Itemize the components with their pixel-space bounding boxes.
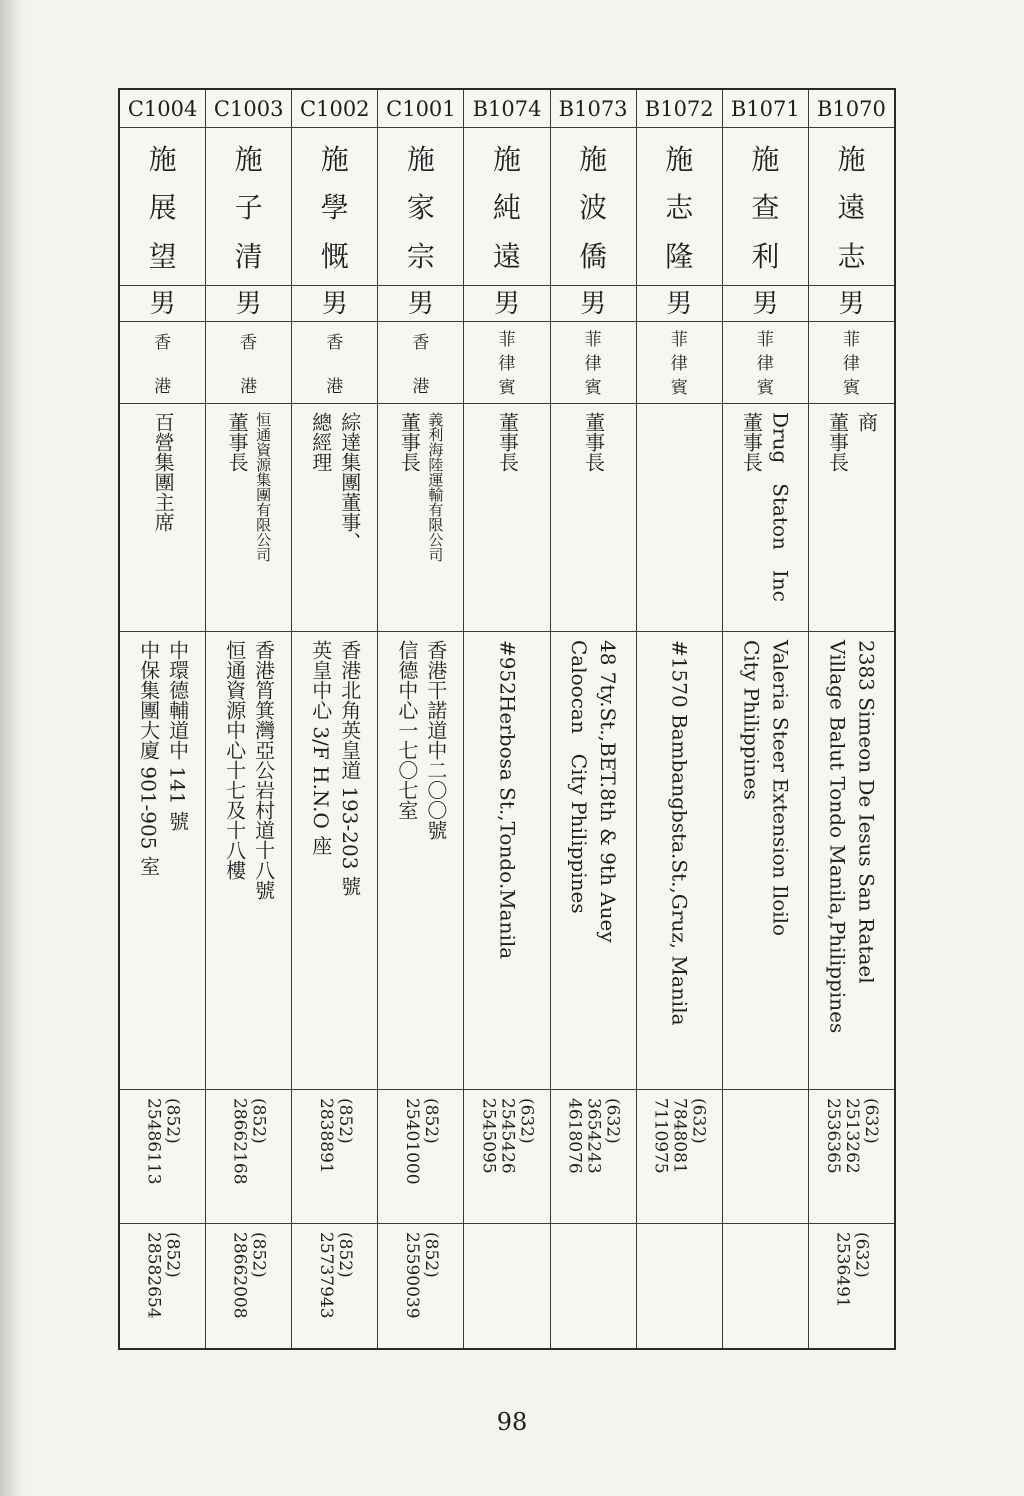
country-cell: [378, 322, 463, 404]
country-char: 賓: [498, 378, 516, 398]
address-cell: [464, 632, 549, 1090]
country-cell: [809, 322, 894, 404]
title-cell: [637, 404, 722, 632]
address-line: City Philippines: [739, 640, 764, 800]
telephone-lines: [378, 1090, 463, 1223]
name-cell: [637, 128, 722, 286]
name-char: 展: [148, 191, 177, 225]
title-lines: [551, 404, 636, 631]
title-cell: [464, 404, 549, 632]
telephone-lines: [723, 1090, 808, 1223]
country-cell: [292, 322, 377, 404]
name-char: 施: [320, 143, 349, 177]
telephone-cell: [464, 1090, 549, 1224]
country-cell: [551, 322, 636, 404]
address-lines: [206, 632, 291, 1089]
country-char: 港: [154, 377, 172, 397]
address-line: 中環德輔道中 141 號: [165, 640, 190, 831]
address-cell: [292, 632, 377, 1090]
country-char: 賓: [670, 378, 688, 398]
country-char: 香: [326, 333, 344, 353]
name-char: 施: [148, 143, 177, 177]
title-lines: [809, 404, 894, 631]
address-line: 恒通資源中心十七及十八樓: [222, 640, 247, 880]
country-char: 香: [412, 333, 430, 353]
telephone-line: 2536365: [822, 1098, 843, 1174]
fax-line: (852): [420, 1232, 441, 1278]
record-column: [463, 90, 549, 1348]
telephone-line: (852): [162, 1098, 183, 1144]
fax-cell: [723, 1224, 808, 1348]
telephone-line: 2513262: [841, 1098, 862, 1174]
name-char: 隆: [665, 239, 694, 273]
telephone-cell: [378, 1090, 463, 1224]
address-line: Village Balut Tondo Manila,Philippines: [825, 640, 850, 1034]
address-line: 英皇中心 3/F H.N.O 座: [308, 640, 333, 856]
name-char: 施: [579, 143, 608, 177]
title-lines: [723, 404, 808, 631]
telephone-lines: [292, 1090, 377, 1223]
country-char: 港: [326, 377, 344, 397]
address-line: 信德中心一七〇七室: [394, 640, 419, 820]
address-line: #952Herbosa St.,Tondo.Manila: [495, 640, 520, 960]
fax-lines: [120, 1224, 205, 1348]
fax-line: 2536491: [832, 1232, 853, 1308]
record-column: [550, 90, 636, 1348]
fax-lines: [723, 1224, 808, 1348]
sex-cell: 男: [809, 286, 894, 322]
address-lines: [637, 632, 722, 1089]
address-cell: [120, 632, 205, 1090]
country-char: 律: [584, 354, 602, 374]
title-lines: [120, 404, 205, 631]
record-id: B1072: [637, 90, 722, 128]
name-cell: [551, 128, 636, 286]
title-lines: [292, 404, 377, 631]
fax-cell: [206, 1224, 291, 1348]
fax-cell: [809, 1224, 894, 1348]
address-line: #1570 Bambangbsta.St.,Gruz, Manila: [667, 640, 692, 1026]
fax-line: (852): [334, 1232, 355, 1278]
title-cell: [723, 404, 808, 632]
name-cell: [809, 128, 894, 286]
telephone-lines: [551, 1090, 636, 1223]
country-char: 菲: [498, 330, 516, 350]
country-cell: [464, 322, 549, 404]
country-char: 香: [154, 333, 172, 353]
sex-cell: 男: [637, 286, 722, 322]
address-cell: [637, 632, 722, 1090]
telephone-line: (632): [516, 1098, 537, 1144]
telephone-lines: [809, 1090, 894, 1223]
name-char: 學: [320, 191, 349, 225]
record-id: C1004: [120, 90, 205, 128]
fax-line: 28662008: [229, 1232, 250, 1319]
name-char: 志: [837, 239, 866, 273]
fax-lines: [551, 1224, 636, 1348]
telephone-cell: [637, 1090, 722, 1224]
name-cell: [206, 128, 291, 286]
telephone-line: (632): [860, 1098, 881, 1144]
name-char: 施: [406, 143, 435, 177]
sex-cell: 男: [723, 286, 808, 322]
name-char: 施: [493, 143, 522, 177]
country-cell: [723, 322, 808, 404]
record-id: B1070: [809, 90, 894, 128]
sex-cell: 男: [206, 286, 291, 322]
name-char: 子: [234, 191, 263, 225]
record-column: [120, 90, 205, 1348]
record-column: [205, 90, 291, 1348]
title-lines: [378, 404, 463, 631]
address-cell: [206, 632, 291, 1090]
telephone-line: (632): [688, 1098, 709, 1144]
title-cell: [120, 404, 205, 632]
telephone-cell: [206, 1090, 291, 1224]
address-line: 香港筲箕灣亞公岩村道十八號: [251, 640, 276, 900]
fax-lines: [637, 1224, 722, 1348]
record-column: [377, 90, 463, 1348]
record-column: [722, 90, 808, 1348]
fax-line: (852): [162, 1232, 183, 1278]
fax-lines: [809, 1224, 894, 1348]
name-char: 家: [406, 191, 435, 225]
country-char: 菲: [842, 330, 860, 350]
title-line: Drug Staton Inc: [768, 412, 793, 602]
title-line: 董事長: [225, 412, 250, 472]
page-number: 98: [496, 1408, 528, 1436]
title-line: 百營集團主席: [151, 412, 176, 532]
name-char: 遠: [493, 239, 522, 273]
fax-lines: [378, 1224, 463, 1348]
country-char: 律: [670, 354, 688, 374]
telephone-cell: [120, 1090, 205, 1224]
name-char: 宗: [406, 239, 435, 273]
telephone-cell: [723, 1090, 808, 1224]
country-char: 菲: [756, 330, 774, 350]
title-line: 義利海陸運輸有限公司: [426, 412, 445, 562]
telephone-line: (632): [602, 1098, 623, 1144]
address-lines: [292, 632, 377, 1089]
name-char: 施: [837, 143, 866, 177]
sex-cell: 男: [292, 286, 377, 322]
fax-cell: [464, 1224, 549, 1348]
telephone-line: 25486113: [143, 1098, 164, 1185]
fax-cell: [637, 1224, 722, 1348]
telephone-cell: [292, 1090, 377, 1224]
name-char: 慨: [320, 239, 349, 273]
address-line: 香港干諾道中二〇〇號: [423, 640, 448, 840]
address-lines: [120, 632, 205, 1089]
name-cell: [292, 128, 377, 286]
address-line: 香港北角英皇道 193-203 號: [337, 640, 362, 896]
telephone-cell: [809, 1090, 894, 1224]
name-char: 純: [493, 191, 522, 225]
country-cell: [637, 322, 722, 404]
address-cell: [809, 632, 894, 1090]
telephone-line: 25401000: [401, 1098, 422, 1185]
address-lines: [809, 632, 894, 1089]
title-line: 董事長: [495, 412, 520, 472]
record-id: C1002: [292, 90, 377, 128]
title-cell: [551, 404, 636, 632]
title-lines: [206, 404, 291, 631]
country-char: 菲: [584, 330, 602, 350]
address-line: 中保集團大廈 901-905 室: [136, 640, 161, 876]
name-char: 清: [234, 239, 263, 273]
fax-cell: [551, 1224, 636, 1348]
telephone-line: 7110975: [650, 1098, 671, 1174]
telephone-line: (852): [248, 1098, 269, 1144]
title-lines: [637, 404, 722, 631]
name-cell: [378, 128, 463, 286]
telephone-lines: [206, 1090, 291, 1223]
country-cell: [120, 322, 205, 404]
sex-cell: 男: [464, 286, 549, 322]
title-line: 總經理: [308, 412, 333, 472]
sex-cell: 男: [378, 286, 463, 322]
record-id: B1071: [723, 90, 808, 128]
telephone-line: (852): [334, 1098, 355, 1144]
country-char: 香: [240, 333, 258, 353]
address-cell: [551, 632, 636, 1090]
country-char: 賓: [584, 378, 602, 398]
record-column: [808, 90, 894, 1348]
fax-cell: [120, 1224, 205, 1348]
fax-cell: [292, 1224, 377, 1348]
telephone-line: 4618076: [564, 1098, 585, 1174]
fax-cell: [378, 1224, 463, 1348]
title-cell: [809, 404, 894, 632]
fax-line: 28582654: [143, 1232, 164, 1319]
name-char: 施: [751, 143, 780, 177]
telephone-line: 28662168: [229, 1098, 250, 1185]
record-id: B1073: [551, 90, 636, 128]
title-cell: [378, 404, 463, 632]
telephone-line: 7848081: [669, 1098, 690, 1174]
record-column: [291, 90, 377, 1348]
title-line: 董事長: [739, 412, 764, 472]
country-char: 賓: [756, 378, 774, 398]
record-column: [636, 90, 722, 1348]
telephone-line: 3654243: [583, 1098, 604, 1174]
country-char: 賓: [842, 378, 860, 398]
fax-line: (632): [851, 1232, 872, 1278]
page-shadow: [0, 0, 26, 1496]
address-line: 48 7ty.St.,BET.8th & 9th Auey: [596, 640, 621, 943]
telephone-lines: [464, 1090, 549, 1223]
title-line: 商: [854, 412, 879, 432]
title-lines: [464, 404, 549, 631]
name-char: 施: [234, 143, 263, 177]
directory-table: [118, 88, 896, 1350]
fax-lines: [292, 1224, 377, 1348]
telephone-lines: [120, 1090, 205, 1223]
record-id: C1003: [206, 90, 291, 128]
telephone-line: 2545095: [478, 1098, 499, 1174]
country-char: 港: [240, 377, 258, 397]
title-line: 董事長: [581, 412, 606, 472]
country-char: 律: [756, 354, 774, 374]
title-line: 董事長: [825, 412, 850, 472]
fax-line: 25737943: [315, 1232, 336, 1319]
sex-cell: 男: [120, 286, 205, 322]
country-cell: [206, 322, 291, 404]
country-char: 律: [842, 354, 860, 374]
title-line: 綜達集團董事、: [337, 412, 362, 552]
country-char: 菲: [670, 330, 688, 350]
telephone-line: 2838891: [315, 1098, 336, 1174]
country-char: 律: [498, 354, 516, 374]
name-char: 遠: [837, 191, 866, 225]
fax-line: (852): [248, 1232, 269, 1278]
address-line: Valeria Steer Extension Iloilo: [768, 640, 793, 937]
address-cell: [378, 632, 463, 1090]
title-line: 董事長: [397, 412, 422, 472]
telephone-cell: [551, 1090, 636, 1224]
address-lines: [378, 632, 463, 1089]
fax-lines: [464, 1224, 549, 1348]
name-cell: [464, 128, 549, 286]
sex-cell: 男: [551, 286, 636, 322]
address-lines: [464, 632, 549, 1089]
address-lines: [723, 632, 808, 1089]
address-cell: [723, 632, 808, 1090]
name-char: 僑: [579, 239, 608, 273]
fax-lines: [206, 1224, 291, 1348]
address-lines: [551, 632, 636, 1089]
name-cell: [723, 128, 808, 286]
address-line: Caloocan City Philippines: [567, 640, 592, 914]
name-char: 查: [751, 191, 780, 225]
telephone-line: 2545426: [497, 1098, 518, 1174]
name-char: 志: [665, 191, 694, 225]
title-cell: [292, 404, 377, 632]
name-char: 波: [579, 191, 608, 225]
country-char: 港: [412, 377, 430, 397]
telephone-lines: [637, 1090, 722, 1223]
fax-line: 25590039: [401, 1232, 422, 1319]
record-id: B1074: [464, 90, 549, 128]
name-char: 望: [148, 239, 177, 273]
record-id: C1001: [378, 90, 463, 128]
name-char: 利: [751, 239, 780, 273]
telephone-line: (852): [420, 1098, 441, 1144]
name-cell: [120, 128, 205, 286]
name-char: 施: [665, 143, 694, 177]
address-line: 2383 Simeon De Iesus San Ratael: [854, 640, 879, 984]
title-cell: [206, 404, 291, 632]
title-line: 恒通資源集團有限公司: [254, 412, 273, 562]
